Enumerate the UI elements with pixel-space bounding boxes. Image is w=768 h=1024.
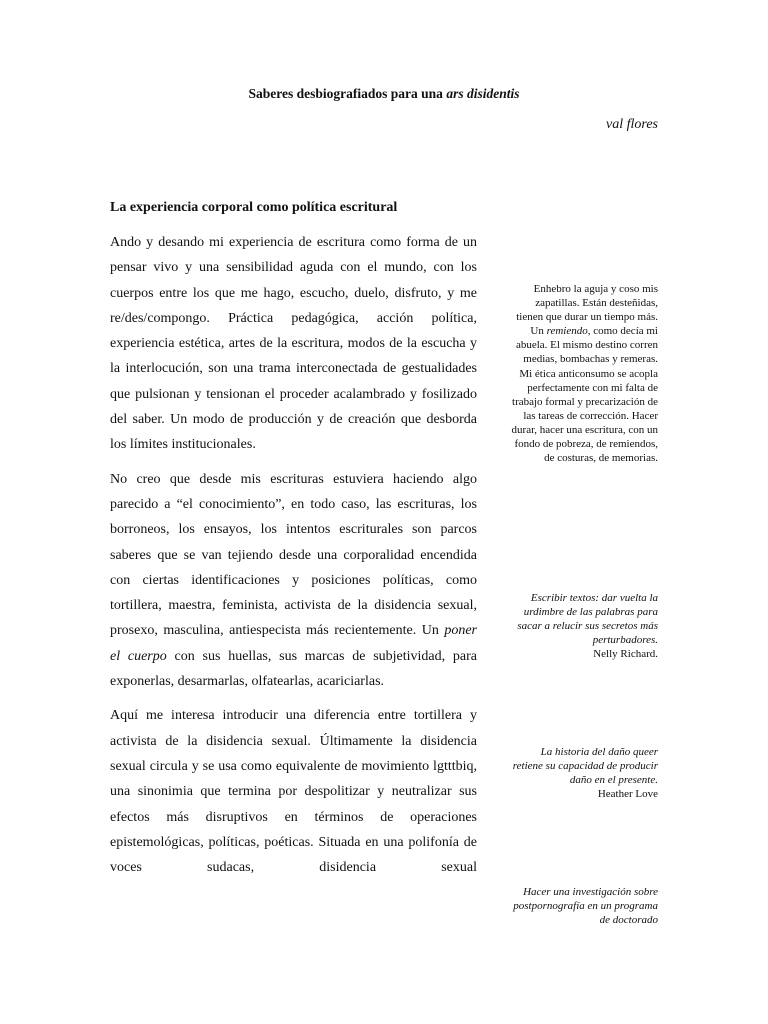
- margin-quote-2-source: Heather Love: [597, 788, 658, 801]
- paragraph-2: [110, 467, 477, 695]
- paragraph-1: Ando y desando mi experiencia de escritura como forma de un pensar vivo y una sensibilidad aguda con el mundo, con los cuerpos entre los que me hago, escucho, duelo, disfruto, y me re/des/compongo. Práctica pedagógica, acción política, experiencia estética, artes de la escritura, modos de la escucha y la interlocución, son una trama interconectada de gestualidades que pulsionan y tensionan el proceder acalambrado y fosilizado del saber. Un modo de producción y de creación que desborda los límites institucionales.: [110, 235, 477, 453]
- section-heading: La experiencia corporal como política escritural: [110, 200, 398, 215]
- margin-note-1: [510, 282, 658, 465]
- main-text-column: [110, 230, 477, 889]
- margin-note-1-text-a: Enhebro la aguja y coso mis zapatillas. Están desteñidas, tienen que durar un tiempo más. Un: [516, 283, 658, 338]
- margin-note-1-text-b: , como decía mi abuela. El mismo destino corren medias, bombachas y remeras. Mi ética anticonsumo se acopla perfectamente con mi falta de trabajo formal y precarización de las tareas de corrección. Hacer durar, hacer una escritura, con un fondo de pobreza, de remiendos, de costuras, de memorias.: [511, 325, 658, 465]
- margin-quote-2-text: La historia del daño queer retiene su capacidad de producir daño en el presente.: [512, 746, 658, 787]
- document-title: [110, 86, 658, 102]
- margin-quote-1-text: Escribir textos: dar vuelta la urdimbre de las palabras para sacar a relucir sus secretos más perturbadores.: [517, 592, 658, 647]
- paragraph-2-italic: poner el cuerpo: [110, 623, 477, 664]
- margin-quote-1-source: Nelly Richard.: [593, 648, 658, 661]
- title-italic-text: ars disidentis: [446, 86, 520, 101]
- paragraph-2-text-a: No creo que desde mis escrituras estuviera haciendo algo parecido a “el conocimiento”, en todo caso, las escrituras, los borroneos, los ensayos, los intentos escriturales son parcos saberes que se van tejiendo desde una corporalidad encendida con ciertas identificaciones y posiciones políticas, como tortillera, maestra, feminista, activista de la disidencia sexual, prosexo, masculina, antiespecista más recientemente. Un: [110, 471, 477, 639]
- author-name: val flores: [606, 117, 658, 132]
- title-text: Saberes desbiografiados para una: [248, 86, 447, 101]
- margin-quote-2: [510, 745, 658, 801]
- margin-quote-3: [510, 885, 658, 927]
- paragraph-3: Aquí me interesa introducir una diferencia entre tortillera y activista de la disidencia sexual. Últimamente la disidencia sexual circula y se usa como equivalente de movimiento lgtttbiq, una sinonimia que termina por despolitizar y neutralizar sus efectos más disruptivos en términos de operaciones epistemológicas, políticas, poéticas. Situada en una polifonía de voces sudacas, disidencia sexual: [110, 708, 477, 876]
- margin-note-1-italic: remiendo: [546, 325, 588, 338]
- margin-quote-1: [510, 591, 658, 661]
- margin-quote-3-text: Hacer una investigación sobre postpornografía en un programa de doctorado: [513, 886, 658, 927]
- paragraph-2-text-b: con sus huellas, sus marcas de subjetividad, para exponerlas, desarmarlas, olfatearlas, acariciarlas.: [110, 648, 478, 690]
